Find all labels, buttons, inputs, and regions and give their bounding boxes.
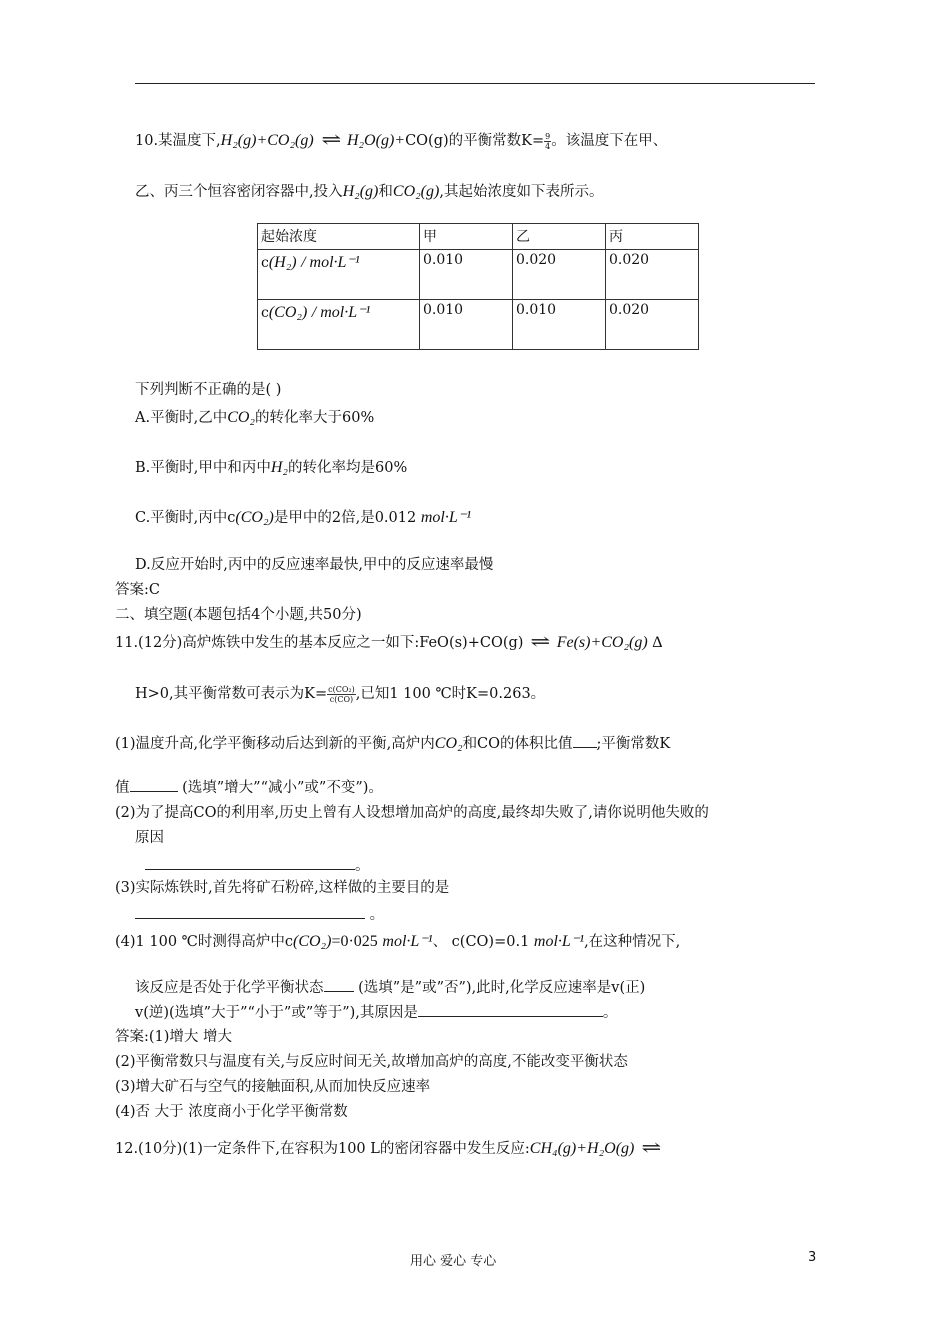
q10-line2: 乙、丙三个恒容密闭容器中,投入H₂(g)和CO₂(g),其起始浓度如下表所示。 (135, 183, 604, 200)
q10-line1: 10.某温度下,H₂(g)+CO₂(g) ⇌ H₂O(g)+CO(g)的平衡常数K= $\frac{9}{4}$ 。该温度下在甲、 (135, 130, 668, 151)
equilibrium-arrow-icon: ⇌ (530, 632, 550, 652)
q11-part4: (4)1 100 ℃时测得高炉中c(CO₂)=0·025 mol·L⁻¹、 c(CO)=0.1 mol·L⁻¹,在这种情况下, (115, 933, 681, 950)
answer-blank[interactable] (573, 733, 597, 748)
table-row (258, 250, 699, 300)
table-cell: 0.020 (606, 300, 699, 350)
q11-answer-3: (3)增大矿石与空气的接触面积,从而加快反应速率 (115, 1079, 431, 1095)
q11-answer-1: 答案:(1)增大 增大 (115, 1029, 233, 1045)
section-heading: 二、填空题(本题包括4个小题,共50分) (115, 607, 362, 623)
q11-line2: H>0,其平衡常数可表示为K= $\frac{\text{c(CO₂)}}{c(CO)}$ ,已知1 100 ℃时K=0.263。 (135, 684, 546, 704)
answer-blank[interactable] (418, 1002, 603, 1017)
page-footer: 用心 爱心 专心 (410, 1254, 497, 1269)
equilibrium-arrow-icon: ⇌ (321, 130, 340, 150)
q11-part4-cont1: 该反应是否处于化学平衡状态 (选填”是”或”否”),此时,化学反应速率是v(正) (135, 977, 645, 998)
table-cell: 0.020 (513, 250, 606, 300)
answer-blank[interactable] (135, 904, 365, 919)
q11-answer-4: (4)否 大于 浓度商小于化学平衡常数 (115, 1104, 348, 1120)
q11-part2-cont: 原因 (135, 830, 164, 846)
row-label: c(H₂) / mol·L⁻¹ (258, 250, 420, 300)
answer-blank[interactable] (130, 777, 178, 792)
header-rule (135, 83, 815, 84)
answer-blank[interactable] (145, 855, 355, 870)
table-cell: 0.010 (420, 250, 513, 300)
initial-concentration-table (257, 223, 699, 350)
table-cell: 0.010 (513, 300, 606, 350)
equilibrium-arrow-icon: ⇌ (641, 1138, 661, 1158)
q11-part3-blank-line: 。 (135, 904, 384, 925)
table-header: 起始浓度 (258, 224, 420, 250)
table-header: 丙 (606, 224, 699, 250)
q11-part1: (1)温度升高,化学平衡移动后达到新的平衡,高炉内CO₂和CO的体积比值 ;平衡常数K (115, 735, 671, 752)
k-fraction: $\frac{9}{4}$ (545, 131, 551, 151)
table-header: 乙 (513, 224, 606, 250)
table-row (258, 300, 699, 350)
answer-blank[interactable] (324, 977, 354, 992)
q10-answer: 答案:C (115, 582, 160, 598)
k-expression-fraction: $\frac{\text{c(CO₂)}}{c(CO)}$ (328, 684, 355, 704)
page-number: 3 (808, 1250, 817, 1265)
table-cell: 0.010 (420, 300, 513, 350)
row-label: c(CO₂) / mol·L⁻¹ (258, 300, 420, 350)
q10-question: 下列判断不正确的是( ) (135, 382, 282, 398)
q10-option-c: C.平衡时,丙中c(CO₂)是甲中的2倍,是0.012 mol·L⁻¹ (135, 509, 471, 526)
q11-part2-blank-line: 。 (145, 855, 370, 876)
q12-line1: 12.(10分)(1)一定条件下,在容积为100 L的密闭容器中发生反应:CH₄(g)+H₂O(g) ⇌ (115, 1138, 661, 1158)
table-header: 甲 (420, 224, 513, 250)
q11-answer-2: (2)平衡常数只与温度有关,与反应时间无关,故增加高炉的高度,不能改变平衡状态 (115, 1054, 628, 1070)
q10-option-b: B.平衡时,甲中和丙中H₂的转化率均是60% (135, 459, 408, 476)
q10-option-a: A.平衡时,乙中CO₂的转化率大于60% (135, 409, 375, 426)
q11-part1-cont: 值 (选填”增大”“减小”或”不变”)。 (115, 777, 383, 798)
q11-line1: 11.(12分)高炉炼铁中发生的基本反应之一如下:FeO(s)+CO(g) ⇌ Fe(s)+CO₂(g) Δ (115, 632, 663, 652)
q10-option-d: D.反应开始时,丙中的反应速率最快,甲中的反应速率最慢 (135, 557, 494, 573)
q11-part2: (2)为了提高CO的利用率,历史上曾有人设想增加高炉的高度,最终却失败了,请你说明他失败的 (115, 805, 709, 821)
q11-part3: (3)实际炼铁时,首先将矿石粉碎,这样做的主要目的是 (115, 880, 450, 896)
table-cell: 0.020 (606, 250, 699, 300)
q11-part4-cont2: v(逆)(选填”大于”“小于”或”等于”),其原因是 。 (135, 1002, 617, 1023)
